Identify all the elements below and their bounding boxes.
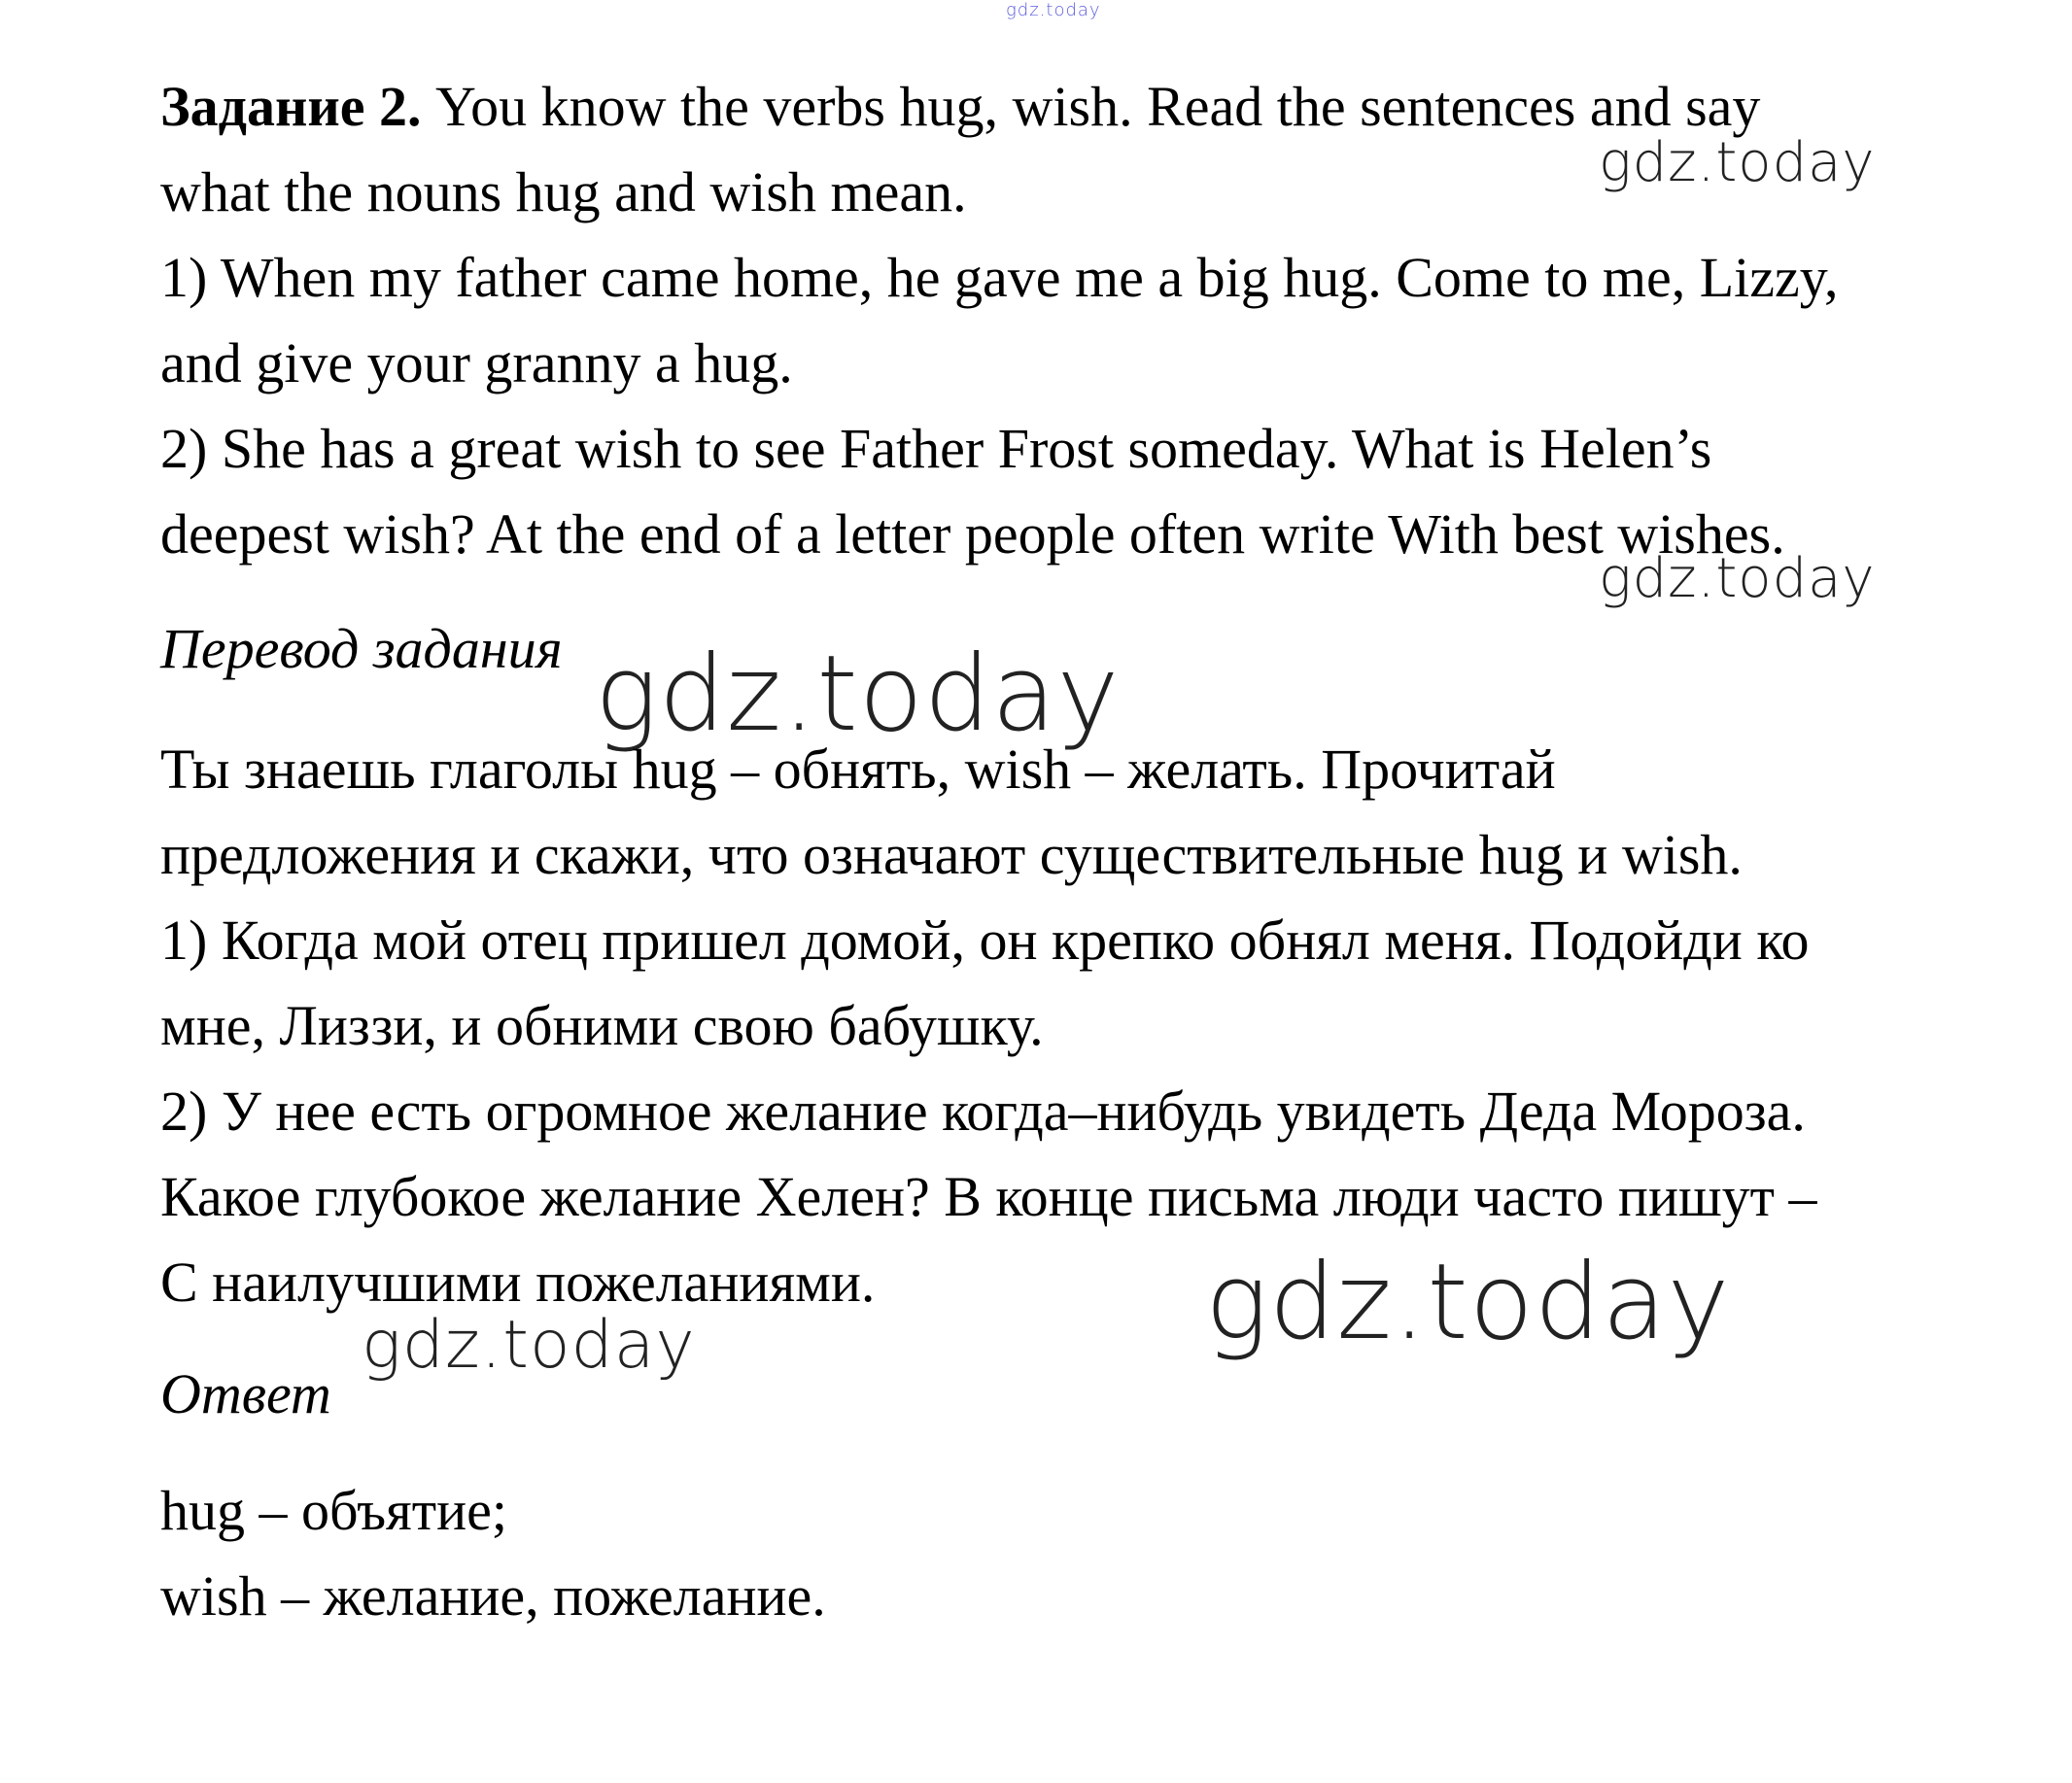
- translation-line-7: С наилучшими пожеланиями.: [160, 1251, 876, 1314]
- translation-heading: Перевод задания: [160, 617, 563, 680]
- translation-line-1: Ты знаешь глаголы hug – обнять, wish – желать. Прочитай: [160, 737, 1556, 801]
- answer-heading: Ответ: [160, 1362, 331, 1425]
- task-text-1: You know the verbs hug, wish. Read the sentences and say: [435, 75, 1761, 138]
- task-line-2: what the nouns hug and wish mean.: [160, 160, 967, 223]
- watermark-3: gdz.today: [595, 634, 1121, 755]
- answer-line-2: wish – желание, пожелание.: [160, 1564, 826, 1628]
- watermark-2: gdz.today: [1599, 547, 1876, 610]
- translation-line-5: 2) У нее есть огромное желание когда–нибудь увидеть Деда Мороза.: [160, 1080, 1806, 1143]
- watermark-5: gdz.today: [362, 1307, 696, 1384]
- translation-line-6: Какое глубокое желание Хелен? В конце письма люди часто пишут –: [160, 1165, 1817, 1228]
- watermark-4: gdz.today: [1205, 1242, 1731, 1363]
- task-line-3: 1) When my father came home, he gave me a big hug. Come to me, Lizzy,: [160, 246, 1839, 309]
- task-line-1: [160, 73, 1760, 141]
- translation-line-3: 1) Когда мой отец пришел домой, он крепко обнял меня. Подойди ко: [160, 909, 1810, 972]
- task-line-5: 2) She has a great wish to see Father Frost someday. What is Helen’s: [160, 417, 1712, 480]
- task-line-6: deepest wish? At the end of a letter people often write With best wishes.: [160, 502, 1785, 566]
- task-line-4: and give your granny a hug.: [160, 331, 793, 394]
- translation-line-2: предложения и скажи, что означают существительные hug и wish.: [160, 823, 1743, 886]
- translation-line-4: мне, Лиззи, и обними свою бабушку.: [160, 994, 1044, 1057]
- watermark-1: gdz.today: [1599, 131, 1876, 194]
- answer-line-1: hug – объятие;: [160, 1479, 507, 1542]
- task-label: Задание 2.: [160, 75, 422, 138]
- watermark-top: gdz.today: [1006, 0, 1101, 20]
